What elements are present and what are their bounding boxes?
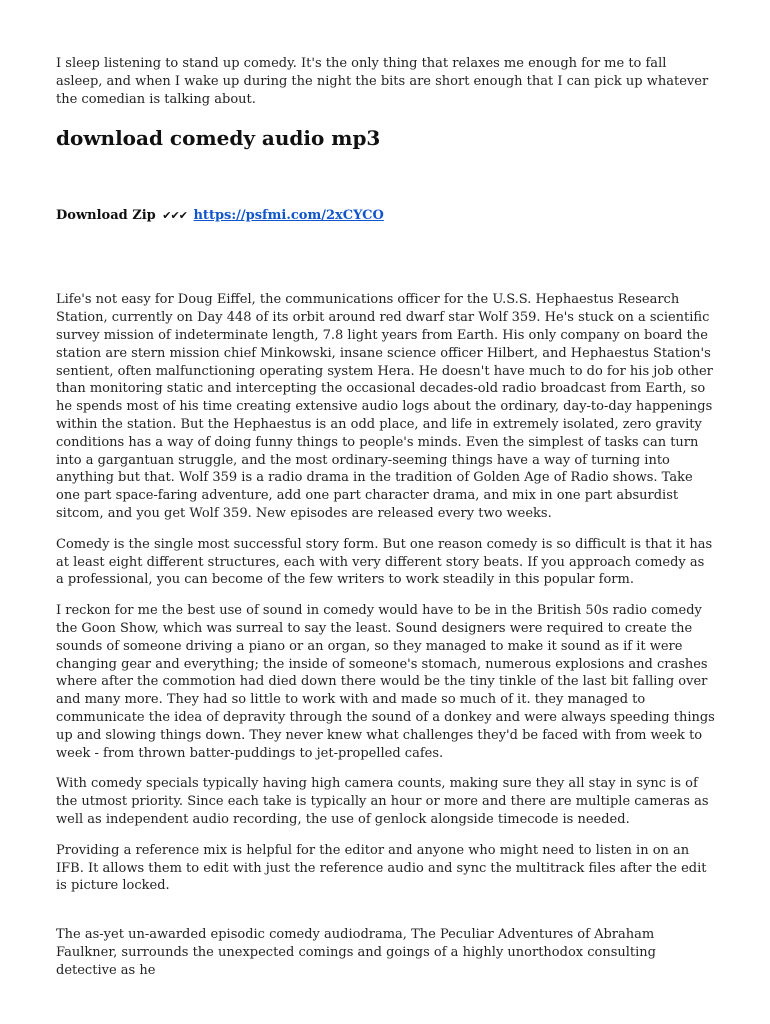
body-paragraph: With comedy specials typically having high camera counts, making sure they all stay in sync is of the utmost priority. Since each take is typically an hour or more and there are multiple cameras as well as independent audio recording, the use of genlock alongside timecode is needed.	[56, 776, 709, 827]
document-page	[56, 55, 716, 979]
intro-paragraph: I sleep listening to stand up comedy. It's the only thing that relaxes me enough for me to fall asleep, and when I wake up during the night the bits are short enough that I can pick up whatever the comedian is talking about.	[56, 56, 709, 107]
download-label: Download Zip	[56, 208, 156, 224]
arrows-icon: ✔✔✔	[162, 209, 187, 223]
body-paragraph: The as-yet un-awarded episodic comedy audiodrama, The Peculiar Adventures of Abraham Faulkner, surrounds the unexpected comings and goings of a highly unorthodox consulting detective as he	[56, 927, 657, 978]
body-paragraph: Providing a reference mix is helpful for the editor and anyone who might need to listen in on an IFB. It allows them to edit with just the reference audio and sync the multitrack files after the edit is picture locked.	[56, 842, 707, 894]
download-link[interactable]: https://psfmi.com/2xCYCO	[193, 208, 384, 224]
body-paragraph: Comedy is the single most successful story form. But one reason comedy is so difficult is that it has at least eight different structures, each with very different story beats. If you approach comedy as a professional, you can become of the few writers to work steadily in this popular form.	[56, 536, 713, 588]
page-title: download comedy audio mp3	[56, 126, 381, 151]
body-paragraph: Life's not easy for Doug Eiffel, the communications officer for the U.S.S. Hephaestus Research Station, currently on Day 448 of its orbit around red dwarf star Wolf 359. He's stuck on a scientific survey mission of indeterminate length, 7.8 light years from Earth. His only company on board the station are stern mission chief Minkowski, insane science officer Hilbert, and Hephaestus Station's sentient, often malfunctioning operating system Hera. He doesn't have much to do for his job other than monitoring static and intercepting the occasional decades-old radio broadcast from Earth, so he spends most of his time creating extensive audio logs about the ordinary, day-to-day happenings within the station. But the Hephaestus is an odd place, and life in extremely isolated, zero gravity conditions has a way of doing funny things to people's minds. Even the simplest of tasks can turn into a gargantuan struggle, and the most ordinary-seeming things have a way of turning into anything but that. Wolf 359 is a radio drama in the tradition of Golden Age of Radio shows. Take one part space-faring adventure, add one part character drama, and mix in one part absurdist sitcom, and you get Wolf 359. New episodes are released every two weeks.	[56, 292, 713, 521]
body-paragraph: I reckon for me the best use of sound in comedy would have to be in the British 50s radio comedy the Goon Show, which was surreal to say the least. Sound designers were required to create the sounds of someone driving a piano or an organ, so they managed to make it sound as if it were changing gear and everything; the inside of someone's stomach, numerous explosions and crashes where after the commotion had died down there would be the tiny tinkle of the last bit falling over and many more. They had so little to work with and made so much of it. they managed to communicate the idea of depravity through the sound of a donkey and were always speeding things up and slowing things down. They never knew what challenges they'd be faced with from week to week - from thrown batter-puddings to jet-propelled cafes.	[56, 603, 715, 761]
download-line	[56, 207, 716, 225]
